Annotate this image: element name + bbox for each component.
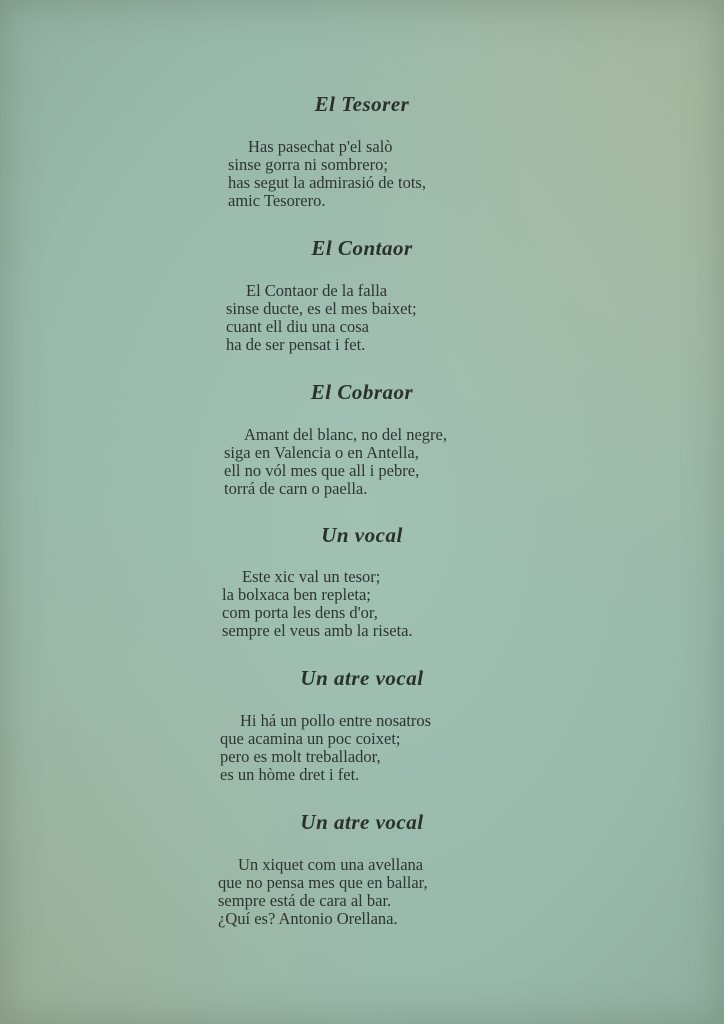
verse-line: torrá de carn o paella. bbox=[224, 479, 368, 498]
poem-verse bbox=[228, 138, 426, 210]
poem-atre-vocal-1 bbox=[0, 666, 724, 691]
poem-contaor bbox=[0, 236, 724, 261]
verse-line: com porta les dens d'or, bbox=[222, 603, 378, 622]
verse-line: sinse gorra ni sombrero; bbox=[228, 155, 388, 174]
verse-line: Un xiquet com una avellana bbox=[238, 855, 424, 874]
verse-line: ha de ser pensat i fet. bbox=[226, 335, 366, 354]
poem-verse bbox=[220, 712, 431, 784]
poem-vocal bbox=[0, 523, 724, 548]
poem-title: Un atre vocal bbox=[300, 666, 424, 690]
poem-verse bbox=[218, 856, 428, 928]
poem-title: El Tesorer bbox=[314, 92, 410, 116]
verse-line: Amant del blanc, no del negre, bbox=[244, 425, 447, 444]
verse-line: El Contaor de la falla bbox=[246, 281, 388, 300]
verse-line: sinse ducte, es el mes baixet; bbox=[226, 299, 417, 318]
poem-verse bbox=[226, 282, 417, 354]
verse-line: Has pasechat p'el salò bbox=[248, 137, 393, 156]
verse-line: la bolxaca ben repleta; bbox=[222, 585, 371, 604]
verse-line: Este xic val un tesor; bbox=[242, 567, 381, 586]
verse-line: amic Tesorero. bbox=[228, 191, 326, 210]
verse-line: Hi há un pollo entre nosatros bbox=[240, 711, 432, 730]
poem-verse bbox=[224, 426, 447, 498]
verse-line: cuant ell diu una cosa bbox=[226, 317, 369, 336]
verse-line: que no pensa mes que en ballar, bbox=[218, 873, 428, 892]
poem-title: El Contaor bbox=[311, 236, 413, 260]
verse-line: has segut la admirasió de tots, bbox=[228, 173, 426, 192]
verse-line: pero es molt treballador, bbox=[220, 747, 381, 766]
poem-title: El Cobraor bbox=[310, 380, 414, 404]
verse-line: siga en Valencia o en Antella, bbox=[224, 443, 419, 462]
poem-tesorer bbox=[0, 92, 724, 117]
verse-line: que acamina un poc coixet; bbox=[220, 729, 401, 748]
poem-title: Un atre vocal bbox=[300, 810, 424, 834]
verse-line: sempre está de cara al bar. bbox=[218, 891, 392, 910]
poem-verse bbox=[222, 568, 413, 640]
poem-title: Un vocal bbox=[321, 523, 403, 547]
poem-cobraor bbox=[0, 380, 724, 405]
verse-line: ell no vól mes que all i pebre, bbox=[224, 461, 420, 480]
verse-line: es un hòme dret i fet. bbox=[220, 765, 360, 784]
poem-atre-vocal-2 bbox=[0, 810, 724, 835]
verse-line: sempre el veus amb la riseta. bbox=[222, 621, 413, 640]
verse-line: ¿Quí es? Antonio Orellana. bbox=[218, 909, 398, 928]
